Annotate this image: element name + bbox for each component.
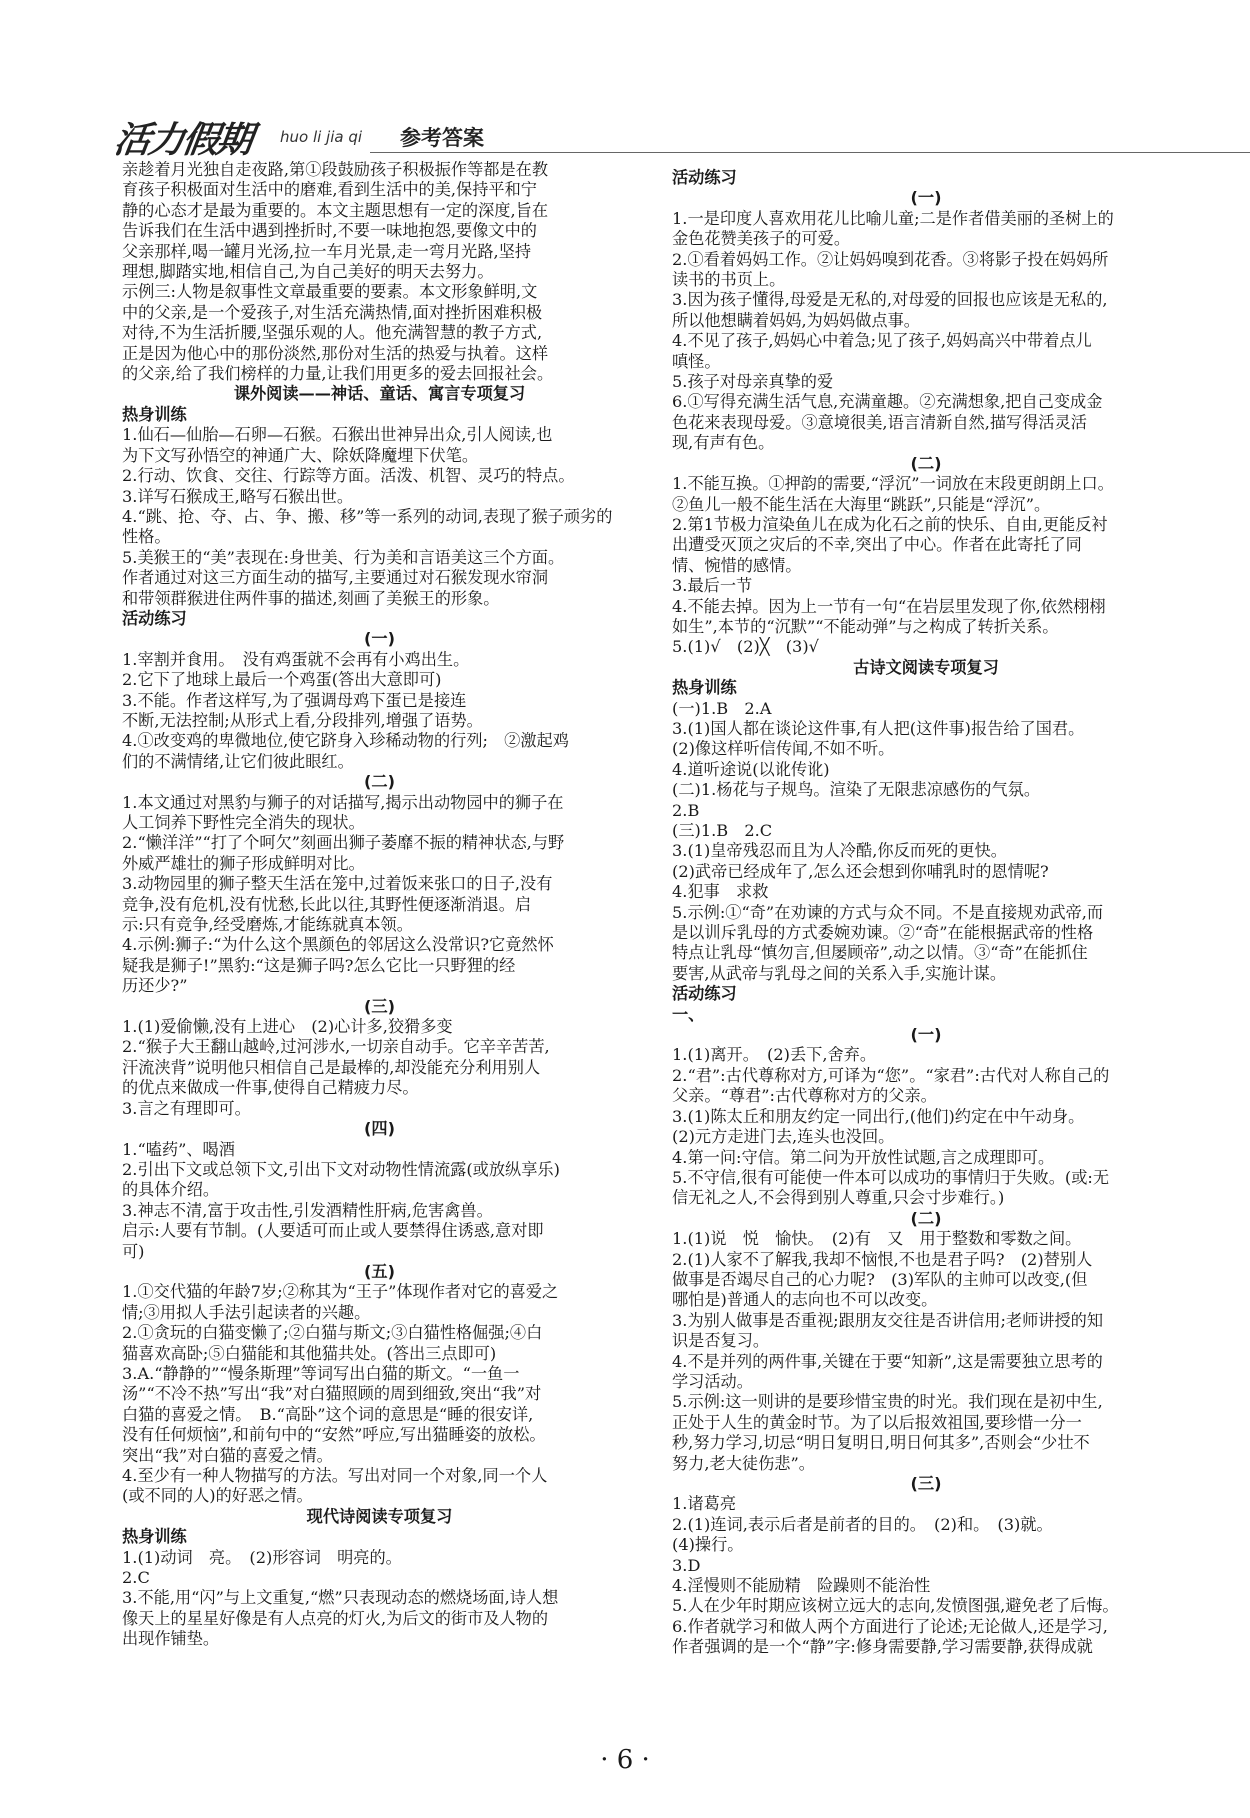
answer-line: 色花来表现母爱。③意境很美,语言清新自然,描写得活灵活 (672, 412, 1087, 432)
right-column (672, 168, 1180, 1658)
answer-line: 汤”“不冷不热”写出“我”对白猫照顾的周到细致,突出“我”对 (122, 1384, 542, 1404)
answer-line: 是以训斥乳母的方式委婉劝谏。②“奇”在能根据武帝的性格 (672, 923, 1094, 943)
answer-line: 3.言之有理即可。 (122, 1098, 251, 1118)
answer-line: 理想,脚踏实地,相信自己,为自己美好的明天去努力。 (122, 262, 494, 282)
answer-line: 3.动物园里的狮子整天生活在笼中,过着饭来张口的日子,没有 (122, 874, 553, 894)
answer-line: 的优点来做成一件事,使得自己精疲力尽。 (122, 1078, 419, 1098)
answer-line: 努力,老大徒伤悲”。 (672, 1453, 815, 1473)
s-part-1-answers (672, 1045, 1180, 1208)
answer-line: (二)1.杨花与子规鸟。渲染了无限悲凉感伤的气氛。 (672, 780, 1041, 800)
answer-line: 5.美猴王的“美”表现在:身世美、行为美和言语美这三个方面。 (122, 547, 565, 567)
activity-heading-r2: 活动练习 (672, 984, 737, 1004)
answer-line: 读书的书页上。 (672, 270, 786, 290)
answer-line: 5.示例:这一则讲的是要珍惜宝贵的时光。我们现在是初中生, (672, 1392, 1103, 1412)
answer-line: 现,有声有色。 (672, 433, 775, 453)
answer-line: 3.因为孩子懂得,母爱是无私的,对母爱的回报也应该是无私的, (672, 290, 1108, 310)
answer-line: (三)1.B 2.C (672, 821, 773, 840)
answer-line: 启示:人要有节制。(人要适可而止或人要禁得住诱惑,意对即 (122, 1221, 544, 1241)
answer-line: 3.D (672, 1555, 701, 1575)
answer-line: 1.宰割并食用。 没有鸡蛋就不会再有小鸡出生。 (122, 649, 470, 669)
answer-line: (2)武帝已经成年了,怎么还会想到你哺乳时的恩情呢? (672, 861, 1049, 881)
answer-line: 4.第一问:守信。第二问为开放性试题,言之成理即可。 (672, 1147, 1055, 1167)
answer-line: 2.行动、饮食、交往、行踪等方面。活泼、机智、灵巧的特点。 (122, 466, 575, 486)
answer-line: 金色花赞美孩子的可爱。 (672, 229, 851, 249)
answer-line: 5.不守信,很有可能使一件本可以成功的事情归于失败。(或:无 (672, 1167, 1110, 1187)
answer-line: 和带领群猴进住两件事的描述,刻画了美猴王的形象。 (122, 588, 500, 608)
answer-line: 亲趁着月光独自走夜路,第①段鼓励孩子积极振作等都是在教 (122, 160, 549, 179)
answer-line: 4.不能去掉。因为上一节有一句“在岩层里发现了你,依然栩栩 (672, 596, 1106, 616)
answer-line: 5.(1)√ (2)╳ (3)√ (672, 637, 819, 657)
answer-line: 2.第1节极力渲染鱼儿在成为化石之前的快乐、自由,更能反衬 (672, 514, 1108, 534)
answer-line: 1.“嗑药”、喝酒 (122, 1139, 235, 1159)
answer-line: 情、惋惜的感情。 (672, 555, 802, 575)
answer-line: (2)元方走进门去,连头也没回。 (672, 1127, 895, 1147)
answer-line: 5.孩子对母亲真挚的爱 (672, 372, 834, 392)
answer-line: 3.最后一节 (672, 576, 753, 596)
answer-line: 识是否复习。 (672, 1331, 770, 1351)
page-title: 参考答案 (400, 126, 484, 150)
s-part-2-answers (672, 1229, 1180, 1474)
answer-line: 3.(1)皇帝残忍而且为人冷酷,你反而死的更快。 (672, 841, 1007, 861)
answer-line: 3.神志不清,富于攻击性,引发酒精性肝病,危害禽兽。 (122, 1200, 493, 1220)
r-part-label-2: (二) (910, 453, 942, 473)
answer-line: 作者强调的是一个“静”字:修身需要静,学习需要静,获得成就 (672, 1637, 1093, 1657)
answer-line: 疑我是狮子!”黑豹:“这是狮子吗?怎么它比一只野狸的经 (122, 955, 516, 975)
answer-line: 外威严雄壮的狮子形成鲜明对比。 (122, 853, 365, 873)
answer-line: 1.一是印度人喜欢用花儿比喻儿童;二是作者借美丽的圣树上的 (672, 208, 1114, 228)
answer-line: 学习活动。 (672, 1371, 753, 1391)
answer-line: 2.(1)连词,表示后者是前者的目的。 (2)和。 (3)就。 (672, 1514, 1053, 1534)
answer-line: 要害,从武帝与乳母之间的关系入手,实施计谋。 (672, 963, 1007, 983)
answer-line: 汗流浃背”说明他只相信自己是最棒的,却没能充分利用别人 (122, 1057, 541, 1077)
s-part-label-2: (二) (910, 1208, 942, 1228)
answer-line: (或不同的人)的好恶之情。 (122, 1486, 313, 1506)
s-part-label-1: (一) (910, 1025, 942, 1045)
answer-line: 竞争,没有危机,没有忧愁,长此以往,其野性便逐渐消退。启 (122, 894, 532, 914)
s-part-label-3: (三) (910, 1474, 942, 1493)
answer-line: 对待,不为生活折腰,坚强乐观的人。他充满智慧的教子方式, (122, 323, 543, 343)
warmup-heading: 热身训练 (122, 404, 187, 424)
answer-line: 们的不满情绪,让它们彼此眼红。 (122, 751, 354, 771)
part-4-answers (122, 1140, 637, 1262)
answer-line: 1.①交代猫的年龄7岁;②称其为“王子”体现作者对它的喜爱之 (122, 1282, 559, 1302)
answer-line: 为下文写孙悟空的神通广大、除妖降魔埋下伏笔。 (122, 445, 479, 465)
answer-line: 3.不能。作者这样写,为了强调母鸡下蛋已是接连 (122, 690, 467, 710)
answer-line: 父亲那样,喝一罐月光汤,拉一车月光景,走一弯月光路,坚持 (122, 241, 532, 261)
r-part-1-answers (672, 209, 1180, 454)
answer-line: 人工饲养下野性完全消失的现状。 (122, 813, 365, 832)
answer-line: 示:只有竞争,经受磨炼,才能练就真本领。 (122, 915, 413, 935)
answer-line: 示例三:人物是叙事性文章最重要的要素。本文形象鲜明,文 (122, 282, 538, 302)
group-label-yi: 一、 (672, 1004, 705, 1024)
page-number: · 6 · (600, 1745, 650, 1775)
part-label-5: (五) (364, 1261, 395, 1281)
warmup-r-answers (672, 699, 1180, 985)
answer-line: 1.诸葛亮 (672, 1494, 737, 1514)
answer-line: 正处于人生的黄金时节。为了以后报效祖国,要珍惜一分一 (672, 1412, 1082, 1432)
answer-line: 正是因为他心中的那份淡然,那份对生活的热爱与执着。这样 (122, 343, 549, 363)
part-1-answers (122, 650, 637, 772)
answer-line: 3.(1)陈太丘和朋友约定一同出行,(他们)约定在中午动身。 (672, 1106, 1085, 1126)
section-title-fables: 课外阅读——神话、童话、寓言专项复习 (233, 384, 526, 404)
answer-line: 4.道听途说(以讹传讹) (672, 759, 830, 779)
answer-line: 哪怕是)普通人的志向也不可以改变。 (672, 1290, 938, 1310)
answer-line: 秒,努力学习,切忌“明日复明日,明日何其多”,否则会“少壮不 (672, 1433, 1090, 1453)
answer-line: 5.示例:①“奇”在劝谏的方式与众不同。不是直接规劝武帝,而 (672, 902, 1104, 922)
answer-line: 情;③用拟人手法引起读者的兴趣。 (122, 1302, 371, 1322)
section-title-classical: 古诗文阅读专项复习 (853, 657, 999, 677)
answer-line: 2.引出下文或总领下文,引出下文对动物性情流露(或放纵享乐) (122, 1159, 560, 1179)
part-5-answers (122, 1282, 637, 1506)
part-3-answers (122, 1017, 637, 1119)
answer-line: 信无礼之人,不会得到别人尊重,只会寸步难行。) (672, 1188, 1005, 1208)
answer-line: 育孩子积极面对生活中的磨难,看到生活中的美,保持平和宁 (122, 180, 537, 200)
answer-line: 2.①看着妈妈工作。②让妈妈嗅到花香。③将影子投在妈妈所 (672, 249, 1109, 269)
answer-line: 1.(1)动词 亮。 (2)形容词 明亮的。 (122, 1547, 402, 1567)
answer-line: 3.详写石猴成王,略写石猴出世。 (122, 486, 354, 506)
answer-line: (2)像这样听信传闻,不如不听。 (672, 739, 895, 759)
answer-line: 像天上的星星好像是有人点亮的灯火,为后文的街市及人物的 (122, 1608, 549, 1628)
brand-pinyin: huo li jia qi (280, 128, 363, 146)
r-part-label-1: (一) (910, 188, 942, 208)
answer-line: 1.仙石—仙胎—石卵—石猴。石猴出世神异出众,引人阅读,也 (122, 425, 553, 445)
answer-line: 4.示例:狮子:“为什么这个黑颜色的邻居这么没常识?它竟然怀 (122, 935, 554, 955)
answer-line: 1.(1)爱偷懒,没有上进心 (2)心计多,狡猾多变 (122, 1017, 453, 1037)
answer-line: 静的心态才是最为重要的。本文主题思想有一定的深度,旨在 (122, 200, 549, 220)
answer-line: 1.不能互换。①押韵的需要,“浮沉”一词放在末段更朗朗上口。 (672, 474, 1114, 494)
answer-line: 白猫的喜爱之情。 B.“高卧”这个词的意思是“睡的很安详, (122, 1404, 534, 1424)
answer-line: 2.(1)人家不了解我,我却不恼恨,不也是君子吗? (2)替别人 (672, 1249, 1093, 1269)
answer-line: 4.①改变鸡的卑微地位,使它跻身入珍稀动物的行列; ②激起鸡 (122, 731, 569, 751)
answer-line: 猫喜欢高卧;⑤白猫能和其他猫共处。(答出三点即可) (122, 1343, 497, 1363)
answer-line: 4.至少有一种人物描写的方法。写出对同一个对象,同一个人 (122, 1466, 548, 1485)
answer-line: 中的父亲,是一个爱孩子,对生活充满热情,面对挫折困难积极 (122, 302, 543, 322)
answer-line: 4.不是并列的两件事,关键在于要“知新”,这是需要独立思考的 (672, 1351, 1103, 1371)
answer-line: 出现作铺垫。 (122, 1629, 220, 1649)
s-part-3-answers (672, 1494, 1180, 1657)
part-label-4: (四) (364, 1119, 395, 1139)
answer-line: 6.①写得充满生活气息,充满童趣。②充满想象,把自己变成金 (672, 392, 1103, 412)
answer-line: 6.作者就学习和做人两个方面进行了论述;无论做人,还是学习, (672, 1616, 1108, 1636)
answer-line: 突出“我”对白猫的喜爱之情。 (122, 1445, 333, 1465)
activity-heading-r: 活动练习 (672, 168, 737, 187)
answer-line: (4)操行。 (672, 1535, 744, 1555)
answer-line: 性格。 (122, 527, 171, 547)
answer-line: 4.不见了孩子,妈妈心中着急;见了孩子,妈妈高兴中带着点儿 (672, 331, 1092, 351)
answer-line: (一)1.B 2.A (672, 698, 772, 718)
answer-line: 2.“君”:古代尊称对方,可译为“您”。“家君”:古代对人称自己的 (672, 1065, 1110, 1085)
r-part-2-answers (672, 474, 1180, 658)
answer-line: 3.不能,用“闪”与上文重复,“燃”只表现动态的燃烧场面,诗人想 (122, 1588, 559, 1608)
answer-line: 2.它下了地球上最后一个鸡蛋(答出大意即可) (122, 670, 442, 690)
answer-line: 没有任何烦恼”,和前句中的“安然”呼应,写出猫睡姿的放松。 (122, 1425, 546, 1445)
answer-line: 2.“懒洋洋”“打了个呵欠”刻画出狮子萎靡不振的精神状态,与野 (122, 833, 565, 853)
warmup-2-answers (122, 1548, 637, 1650)
answer-line: 3.A.“静静的”“慢条斯理”等词写出白猫的斯文。“一鱼一 (122, 1363, 520, 1383)
answer-line: 2.“猴子大王翻山越岭,过河涉水,一切亲自动手。它辛辛苦苦, (122, 1037, 550, 1057)
answer-line: 4.淫慢则不能励精 险躁则不能治性 (672, 1576, 931, 1596)
answer-line: 3.(1)国人都在谈论这件事,有人把(这件事)报告给了国君。 (672, 718, 1085, 738)
intro-text (122, 160, 637, 384)
warmup-heading-r: 热身训练 (672, 678, 737, 698)
answer-line: 1.本文通过对黑豹与狮子的对话描写,揭示出动物园中的狮子在 (122, 792, 564, 812)
left-column (122, 160, 637, 1650)
answer-line: ②鱼儿一般不能生活在大海里“跳跃”,只能是“浮沉”。 (672, 494, 1051, 514)
answer-line: 4.“跳、抢、夺、占、争、搬、移”等一系列的动词,表现了猴子顽劣的 (122, 506, 613, 526)
answer-line: 的父亲,给了我们榜样的力量,让我们用更多的爱去回报社会。 (122, 364, 554, 384)
answer-line: 不断,无法控制;从形式上看,分段排列,增强了语势。 (122, 710, 483, 730)
answer-line: 4.犯事 求救 (672, 882, 769, 902)
answer-line: 嗔怪。 (672, 351, 721, 371)
answer-line: 如生”,本节的“沉默”“不能动弹”与之构成了转折关系。 (672, 616, 1059, 636)
answer-line: 5.人在少年时期应该树立远大的志向,发愤图强,避免老了后悔。 (672, 1596, 1119, 1616)
answer-line: 出遭受灭顶之灾后的不幸,突出了中心。作者在此寄托了同 (672, 535, 1082, 555)
answer-line: 1.(1)说 悦 愉快。 (2)有 又 用于整数和零数之间。 (672, 1229, 1082, 1249)
answer-line: 作者通过对这三方面生动的描写,主要通过对石猴发现水帘洞 (122, 568, 549, 588)
part-2-answers (122, 793, 637, 997)
answer-line: 告诉我们在生活中遇到挫折时,不要一味地抱怨,要像文中的 (122, 221, 537, 241)
warmup-answers (122, 425, 637, 609)
answer-line: 特点让乳母“慎勿言,但屡顾帝”,动之以情。③“奇”在能抓住 (672, 943, 1088, 963)
answer-line: 父亲。“尊君”:古代尊称对方的父亲。 (672, 1086, 937, 1106)
answer-line: 所以他想瞒着妈妈,为妈妈做点事。 (672, 310, 920, 330)
answer-line: 的具体介绍。 (122, 1180, 220, 1200)
answer-line: 历还少?” (122, 976, 188, 996)
page-header (111, 112, 1170, 161)
answer-line: 做事是否竭尽自己的心力呢? (3)军队的主帅可以改变,(但 (672, 1269, 1088, 1289)
activity-heading: 活动练习 (122, 608, 187, 628)
answer-line: 2.①贪玩的白猫变懒了;②白猫与斯文;③白猫性格倔强;④白 (122, 1323, 543, 1343)
part-label-3: (三) (364, 996, 395, 1016)
warmup-heading-2: 热身训练 (122, 1527, 187, 1547)
section-title-poetry: 现代诗阅读专项复习 (306, 1506, 453, 1526)
part-label-1: (一) (364, 629, 395, 649)
answer-line: 1.(1)离开。 (2)丢下,舍弃。 (672, 1045, 877, 1065)
brand-logo: 活力假期 (111, 120, 254, 161)
answer-line: 2.B (672, 800, 700, 820)
answer-line: 可) (122, 1241, 145, 1261)
answer-line: 2.C (122, 1568, 150, 1588)
answer-line: 3.为别人做事是否重视;跟朋友交往是否讲信用;老师讲授的知 (672, 1310, 1104, 1330)
header-divider (370, 152, 1250, 153)
part-label-2: (二) (364, 772, 395, 792)
